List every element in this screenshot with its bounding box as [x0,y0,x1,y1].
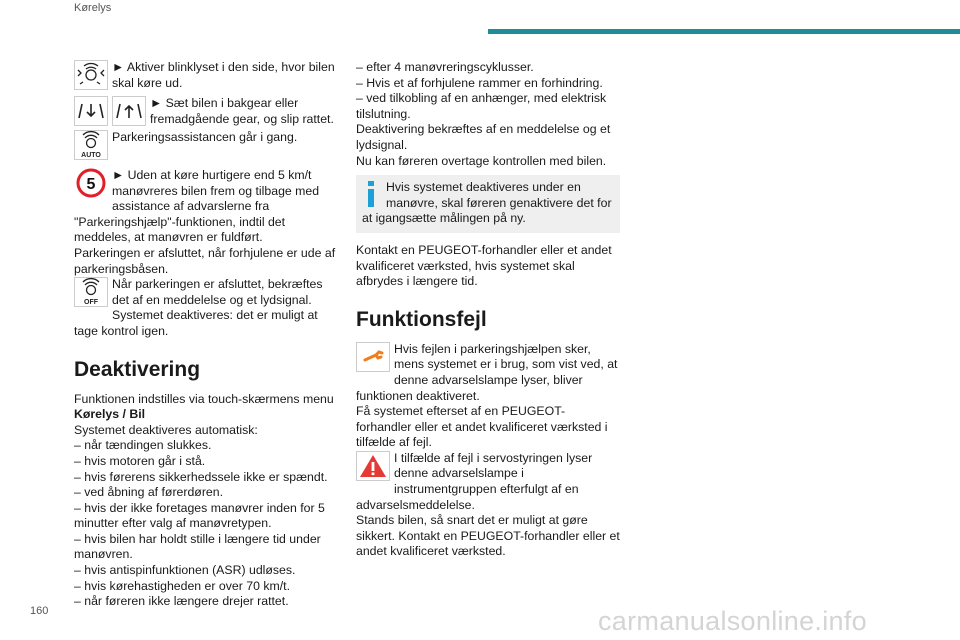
header-accent-bar [488,29,960,34]
page-number: 160 [30,605,49,617]
list-item: – når tændingen slukkes. [74,438,212,453]
list-item: – når føreren ikke længere drejer rattet. [74,594,289,609]
text-stop-car: Stands bilen, så snart det er muligt at gøre sikkert. Kontakt en PEUGEOT-forhandler eller et andet kvalificeret værksted. [356,513,620,559]
warning-triangle-icon [356,451,390,481]
text-parking-confirmed: Når parkeringen er afsluttet, bekræftes det af en meddelelse og et lydsignal. [112,277,323,307]
watermark: carmanualsonline.info [598,606,867,636]
heading-deaktivering: Deaktivering [74,357,201,381]
text-deactivation-confirmed: Deaktivering bekræftes af en meddelelse og et lydsignal. [356,122,611,152]
heading-funktionsfejl: Funktionsfejl [356,307,487,331]
text-maneuver: ► Uden at køre hurtigere end 5 km/t manøvreres bilen frem og tilbage med assistance af advarslerne fra "Parkeringshjælp"-funktionen, indtil det meddeles, at manøvren er fuldført. [74,168,320,245]
speed-limit-value: 5 [86,176,96,193]
text-menu-path: Kørelys / Bil [74,407,146,422]
text-steering-fault: I tilfælde af fejl i servostyringen lyser denne advarselslampe i instrumentgruppen efterfulgt af en advarselsmeddelelse. [356,450,593,512]
steering-paragraph [356,451,620,513]
speed-paragraph [74,168,336,246]
left-column [74,60,336,610]
list-item: – hvis bilen har holdt stille i længere tid under manøvren. [74,531,321,562]
text-select-gear: ► Sæt bilen i bakgear eller fremadgående gear, og slip rattet. [150,96,334,126]
list-item: – hvis kørehastigheden er over 70 km/t. [74,578,290,593]
text-auto-deactivate: Systemet deaktiveres automatisk: [74,422,258,437]
speed-limit-icon [74,168,108,198]
reverse-parking-icon [74,96,108,126]
park-assist-auto-icon [74,130,108,160]
text-assist-starts: Parkeringsassistancen går i gang. [112,130,298,144]
list-item: – hvis motoren går i stå. [74,453,206,468]
auto-icon-label: AUTO [81,152,101,159]
auto-paragraph [74,130,336,159]
info-text: Hvis systemet deaktiveres under en manøvre, skal føreren genaktivere det for at igangsætte målingen på ny. [362,180,612,226]
right-column [356,60,620,560]
fault-paragraph [356,342,620,404]
text-driver-takes-over: Nu kan føreren overtage kontrollen med bilen. [356,153,607,168]
list-item: – ved tilkobling af en anhænger, med elektrisk tilslutning. [356,91,607,121]
text-get-checked: Få systemet efterset af en PEUGEOT-forhandler eller et andet kvalificeret værksted i tilfælde af fejl. [356,404,608,450]
info-icon [364,180,378,208]
text-system-deactivated: Systemet deaktiveres: det er muligt at tage kontrol igen. [74,308,318,338]
text-menu-setting: Funktionen indstilles via touch-skærmens menu [74,391,334,406]
text-activate-blinker: ► Aktiver blinklyset i den side, hvor bilen skal køre ud. [112,60,335,90]
list-item: – hvis førerens sikkerhedssele ikke er spændt. [74,469,328,484]
gear-paragraph [74,96,336,127]
off-icon-label: OFF [84,299,98,307]
list-item: – hvis antispinfunktionen (ASR) udløses. [74,563,296,578]
list-item: – efter 4 manøvreringscyklusser. [356,60,534,74]
wrench-warning-icon [356,342,390,372]
text-fault-lamp: Hvis fejlen i parkeringshjælpen sker, mens systemet er i brug, som vist ved, at denne advarselslampe lyser, bliver funktionen deaktiveret. [356,341,618,403]
list-item: – hvis der ikke foretages manøvrer inden for 5 minutter efter valg af manøvretypen. [74,500,325,531]
blinker-paragraph [74,60,336,91]
list-item: – Hvis et af forhjulene rammer en forhindring. [356,75,603,90]
off-paragraph [74,277,336,308]
list-item: – ved åbning af førerdøren. [74,485,224,500]
page-header-title: Kørelys [74,2,112,14]
text-contact-dealer: Kontakt en PEUGEOT-forhandler eller et andet kvalificeret værksted, hvis systemet skal afbrydes i længere tid. [356,242,612,289]
park-assist-off-icon [74,277,108,307]
info-box [356,175,620,233]
text-parking-done: Parkeringen er afsluttet, når forhjulene er ude af parkeringsbåsen. [74,245,336,276]
forward-parking-icon [112,96,146,126]
park-assist-signal-icon [74,60,108,90]
